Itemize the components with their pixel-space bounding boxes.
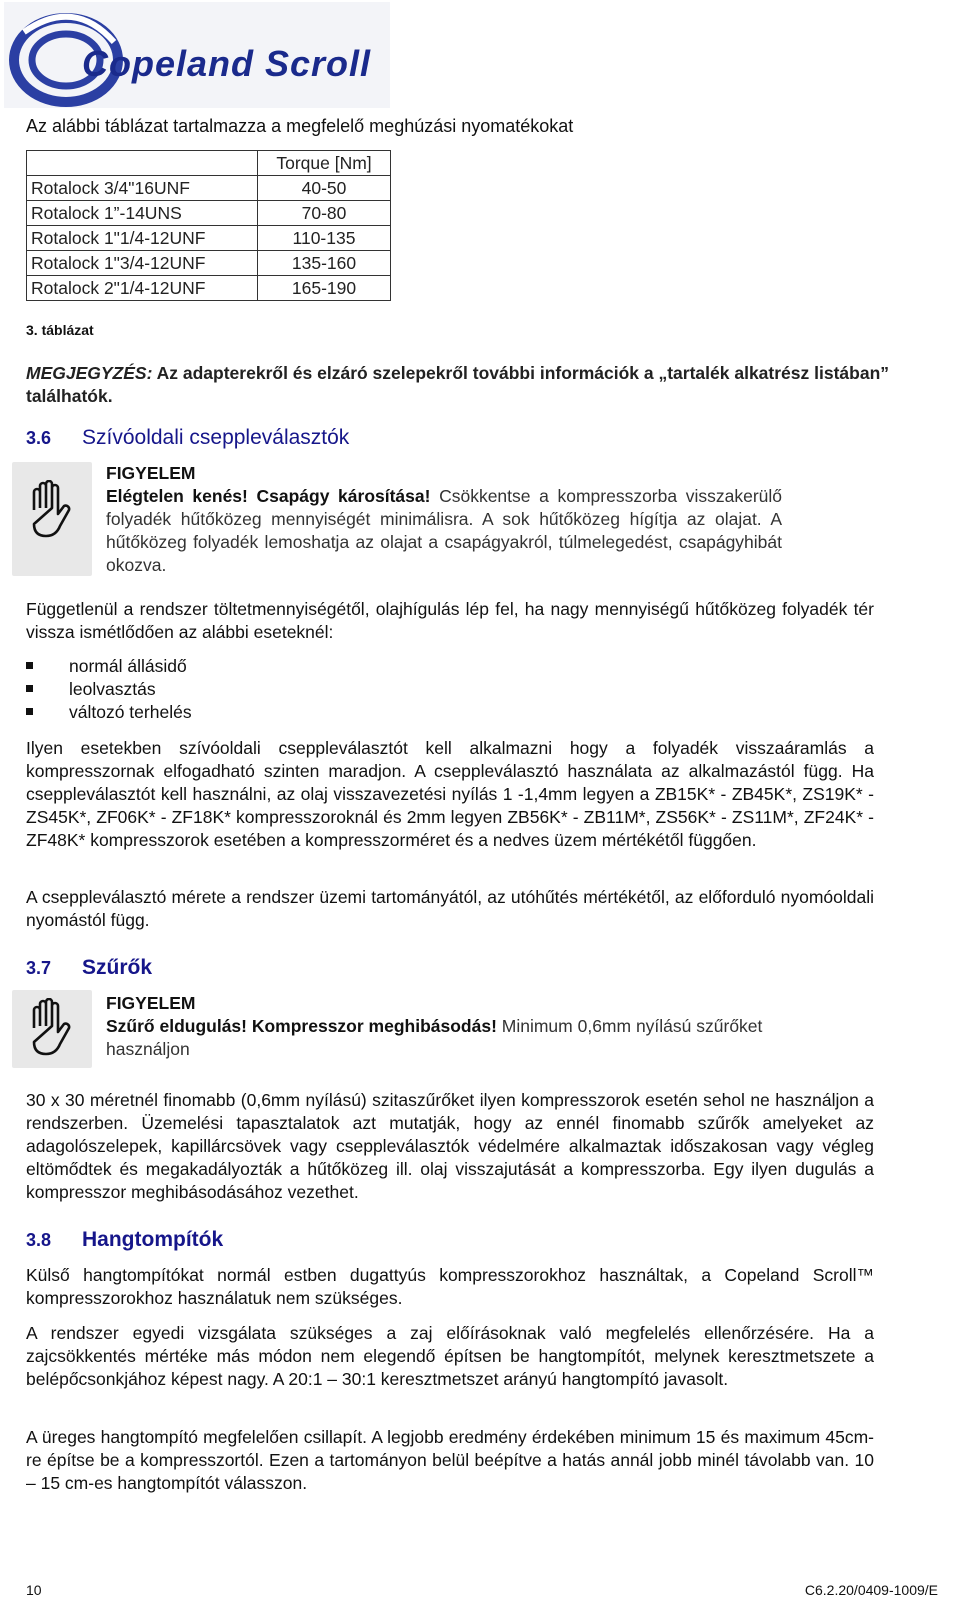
paragraph: A cseppleválasztó mérete a rendszer üzemi tartományától, az utóhűtés mértékétől, az előforduló nyomóoldali nyomástól függ. — [26, 887, 874, 930]
section-number: 3.8 — [26, 1230, 52, 1250]
list-item — [26, 679, 156, 700]
section-title: Hangtompítók — [82, 1228, 224, 1251]
section-number: 3.7 — [26, 958, 52, 978]
paragraph: Ilyen esetekben szívóoldali cseppleválasztót kell alkalmazni hogy a folyadék visszaáramlás a kompresszornak elfogadható szinten maradjon. A cseppleválasztó használata az alkalmazástól függ. Ha cseppleválasztót kell használni, az olaj visszavezetési nyílás 1 -1,4mm legyen a ZB15K* - ZB45K*, ZS19K* - ZS45K*, ZF06K* - ZF18K* kompresszoroknál és 2mm legyen ZB56K* - ZB11M*, ZS56K* - ZS11M*, ZF24K* - ZF48K* kompresszorok esetében a kompresszorméret és a nedves üzem mértékétől függően. — [26, 738, 874, 850]
paragraph: A rendszer egyedi vizsgálata szükséges a zaj előírásoknak való megfelelés ellenőrzésére. Ha a zajcsökkentés mértéke más módon nem elegendő építsen be hangtompítót, melynek keresztmetszete a belépőcsonkjához képest nagy. A 20:1 – 30:1 keresztmetszet arányú hangtompító javasolt. — [26, 1323, 874, 1389]
warning-bold-text: Szűrő eldugulás! Kompresszor meghibásodás! — [106, 1016, 497, 1036]
table-cell-value: 70-80 — [258, 201, 391, 226]
document-code: C6.2.20/0409-1009/E — [804, 1582, 938, 1598]
table-row — [27, 201, 391, 226]
table-row — [27, 276, 391, 301]
list-item-text: leolvasztás — [69, 679, 156, 699]
paragraph: Külső hangtompítókat normál estben dugattyús kompresszorokhoz használtak, a Copeland Scroll™ kompresszorokhoz használatuk nem szükséges. — [26, 1265, 874, 1308]
section-number: 3.6 — [26, 428, 52, 448]
list-item-text: változó terhelés — [69, 702, 192, 722]
table-cell-label: Rotalock 1"3/4-12UNF — [27, 251, 258, 276]
paragraph: A üreges hangtompító megfelelően csillapít. A legjobb eredmény érdekében minimum 15 és maximum 45cm-re építse be a kompresszortól. Ezen a tartományon belül beépítve a hatás annál jobb minél távolabb van. 10 – 15 cm-es hangtompítót válasszon. — [26, 1427, 874, 1493]
table-cell-value: 165-190 — [258, 276, 391, 301]
warning-text: Csökkentse a kompresszorba visszakerülő folyadék hűtőközeg mennyiségét minimálisra. A sok hűtőközeg hígítja az olajat. A hűtőközeg folyadék lemoshatja az olajat a csapágyakról, túlmelegedést, csapágyhibát okozva. — [106, 486, 783, 575]
warning-block-3-7 — [106, 992, 796, 1061]
table-caption: 3. táblázat — [26, 322, 94, 338]
warning-block-3-6 — [106, 462, 782, 577]
bullet-square-icon — [26, 662, 33, 669]
paragraph: 30 x 30 méretnél finomabb (0,6mm nyílású) szitaszűrőket ilyen kompresszorok esetén sehol ne használjon a rendszerben. Üzemelési tapasztalatok azt mutatják, hogy az ennél finomabb szűrők amelyeket az adagolószelepek, kapillárcsövek vagy cseppleválasztók védelmére alkalmaztak időszakosan vagy végleg eltömődtek és megakadályozták a hűtőközeg ill. olaj visszajutását a kompresszorba. Egy ilyen dugulás a kompresszor meghibásodásához vezethet. — [26, 1090, 874, 1202]
hand-stop-icon — [24, 998, 80, 1062]
table-row — [27, 226, 391, 251]
table-cell-label: Rotalock 1”-14UNS — [27, 201, 258, 226]
warning-icon-box — [12, 462, 92, 576]
section-heading-3-7 — [26, 956, 152, 980]
table-row — [27, 176, 391, 201]
intro-text: Az alábbi táblázat tartalmazza a megfelelő meghúzási nyomatékokat — [26, 116, 574, 136]
note-text: Az adapterekről és elzáró szelepekről további információk a „tartalék alkatrész listában” találhatók. — [26, 363, 890, 406]
table-cell-value: 40-50 — [258, 176, 391, 201]
hand-stop-icon — [24, 480, 80, 544]
torque-table — [26, 150, 391, 301]
paragraph: Függetlenül a rendszer töltetmennyiségétől, olajhígulás lép fel, ha nagy mennyiségű hűtőközeg folyadék tér vissza ismétlődően az alábbi eseteknél: — [26, 599, 874, 642]
bullet-square-icon — [26, 708, 33, 715]
note-paragraph — [26, 362, 896, 408]
warning-title: FIGYELEM — [106, 463, 196, 483]
list-item — [26, 656, 187, 677]
table-cell-label: Rotalock 1"1/4-12UNF — [27, 226, 258, 251]
section-heading-3-6 — [26, 426, 349, 450]
warning-bold-text: Elégtelen kenés! Csapágy károsítása! — [106, 486, 431, 506]
table-header-row — [27, 151, 391, 176]
table-cell-value: 110-135 — [258, 226, 391, 251]
table-cell-label: Rotalock 3/4"16UNF — [27, 176, 258, 201]
section-title: Szűrők — [82, 956, 153, 979]
warning-title: FIGYELEM — [106, 993, 196, 1013]
table-row — [27, 251, 391, 276]
section-title: Szívóoldali cseppleválasztók — [82, 426, 350, 449]
section-heading-3-8 — [26, 1228, 223, 1252]
warning-icon-box — [12, 990, 92, 1068]
copeland-scroll-logo — [4, 2, 390, 108]
table-cell-label: Rotalock 2"1/4-12UNF — [27, 276, 258, 301]
list-item-text: normál állásidő — [69, 656, 187, 676]
table-header-empty — [27, 151, 258, 176]
note-label: MEGJEGYZÉS: — [26, 363, 153, 383]
table-header-torque: Torque [Nm] — [258, 151, 391, 176]
list-item — [26, 702, 192, 723]
bullet-square-icon — [26, 685, 33, 692]
page-number: 10 — [26, 1582, 42, 1598]
warning-text: Minimum 0,6mm nyílású szűrőket használjon — [106, 1016, 763, 1059]
table-cell-value: 135-160 — [258, 251, 391, 276]
svg-text:Copeland Scroll: Copeland Scroll — [82, 43, 372, 84]
